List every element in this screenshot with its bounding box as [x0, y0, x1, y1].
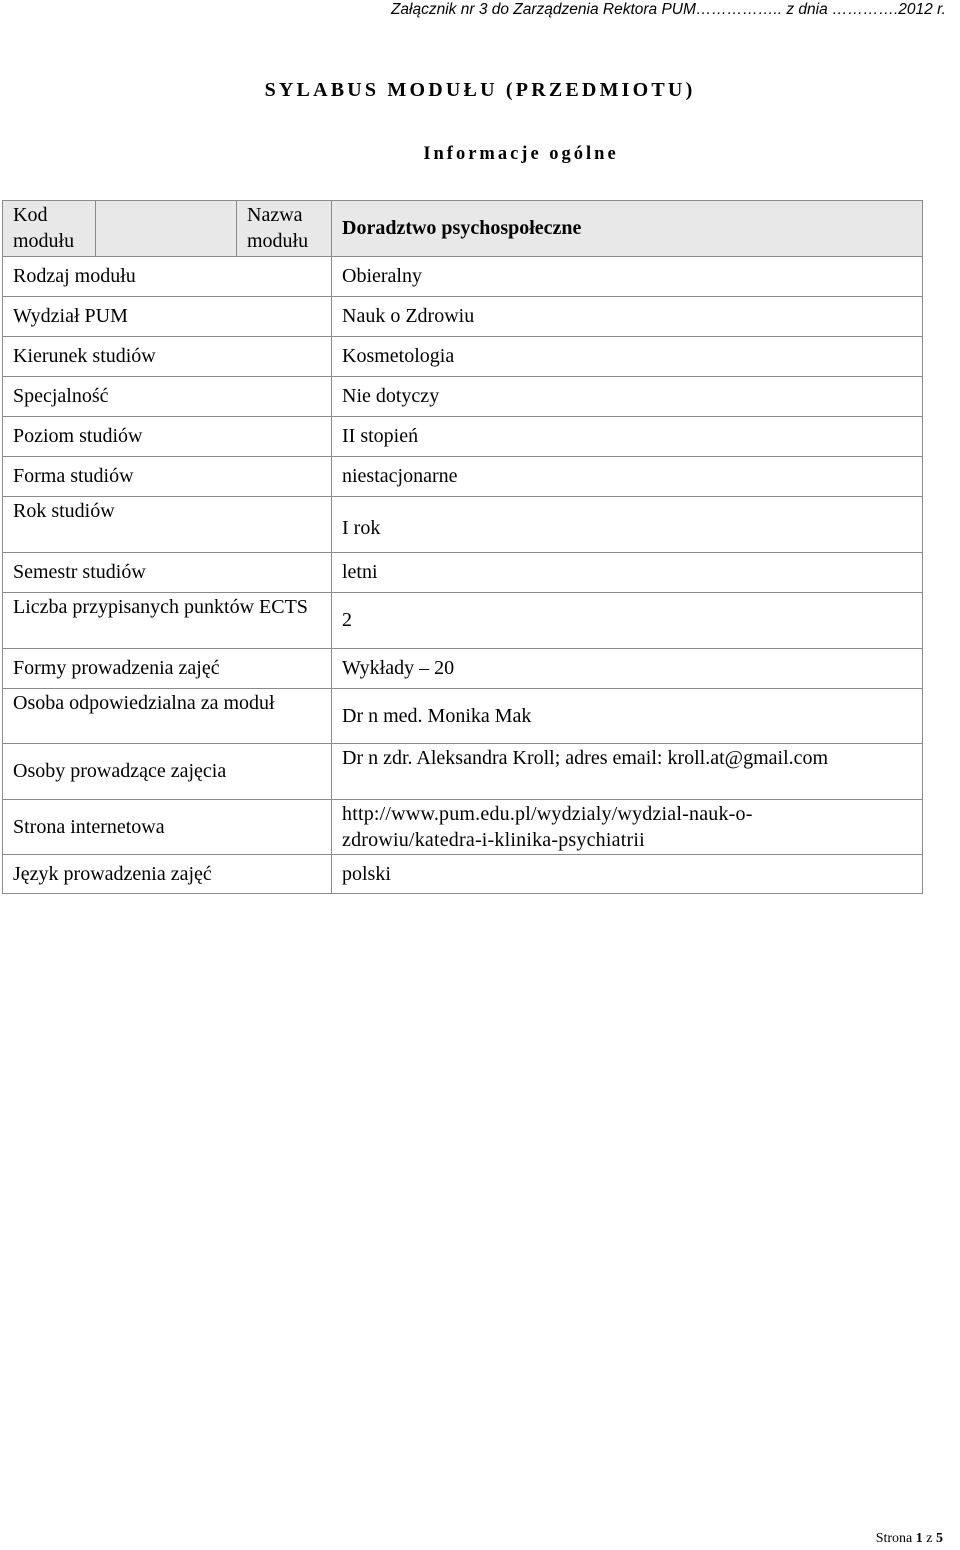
module-name-label: Nazwa modułu: [236, 200, 332, 257]
row-label: Specjalność: [2, 376, 332, 417]
row-label: Rok studiów: [2, 496, 332, 553]
website-link[interactable]: http://www.pum.edu.pl/wydzialy/wydzial-nauk-o-zdrowiu/katedra-i-klinika-psychiatrii: [331, 799, 923, 855]
page-word: Strona: [875, 1531, 913, 1546]
module-code-label: Kod modułu: [2, 200, 96, 257]
row-value: letni: [331, 552, 923, 593]
row-value: Wykłady – 20: [331, 648, 923, 689]
row-value: Nauk o Zdrowiu: [331, 296, 923, 337]
row-label: Osoba odpowiedzialna za moduł: [2, 688, 332, 744]
row-value: I rok: [331, 496, 923, 553]
row-value: Nie dotyczy: [331, 376, 923, 417]
row-value: Dr n med. Monika Mak: [331, 688, 923, 744]
row-value: polski: [331, 854, 923, 894]
attachment-note: Załącznik nr 3 do Zarządzenia Rektora PUM…………….. z dnia ………….2012 r.: [390, 1, 946, 18]
module-name-value: Doradztwo psychospołeczne: [331, 200, 923, 257]
row-value: niestacjonarne: [331, 456, 923, 497]
total-pages: 5: [936, 1531, 943, 1546]
row-value: 2: [331, 592, 923, 649]
module-code-value: [95, 200, 237, 257]
row-label: Poziom studiów: [2, 416, 332, 457]
row-label: Semestr studiów: [2, 552, 332, 593]
row-label: Osoby prowadzące zajęcia: [2, 743, 332, 800]
row-label: Wydział PUM: [2, 296, 332, 337]
row-label: Forma studiów: [2, 456, 332, 497]
page-counter: [876, 1530, 943, 1548]
row-label: Kierunek studiów: [2, 336, 332, 377]
row-value: II stopień: [331, 416, 923, 457]
row-value: Kosmetologia: [331, 336, 923, 377]
of-word: z: [926, 1531, 933, 1546]
row-label: Strona internetowa: [2, 799, 332, 855]
row-label: Język prowadzenia zajęć: [2, 854, 332, 894]
current-page: 1: [915, 1531, 923, 1546]
section-subtitle: Informacje ogólne: [423, 144, 619, 164]
row-label: Formy prowadzenia zajęć: [2, 648, 332, 689]
row-value: Dr n zdr. Aleksandra Kroll; adres email: kroll.at@gmail.com: [331, 743, 923, 800]
row-label: Liczba przypisanych punktów ECTS: [2, 592, 332, 649]
row-value: Obieralny: [331, 256, 923, 297]
row-label: Rodzaj modułu: [2, 256, 332, 297]
document-title: SYLABUS MODUŁU (PRZEDMIOTU): [264, 79, 696, 101]
